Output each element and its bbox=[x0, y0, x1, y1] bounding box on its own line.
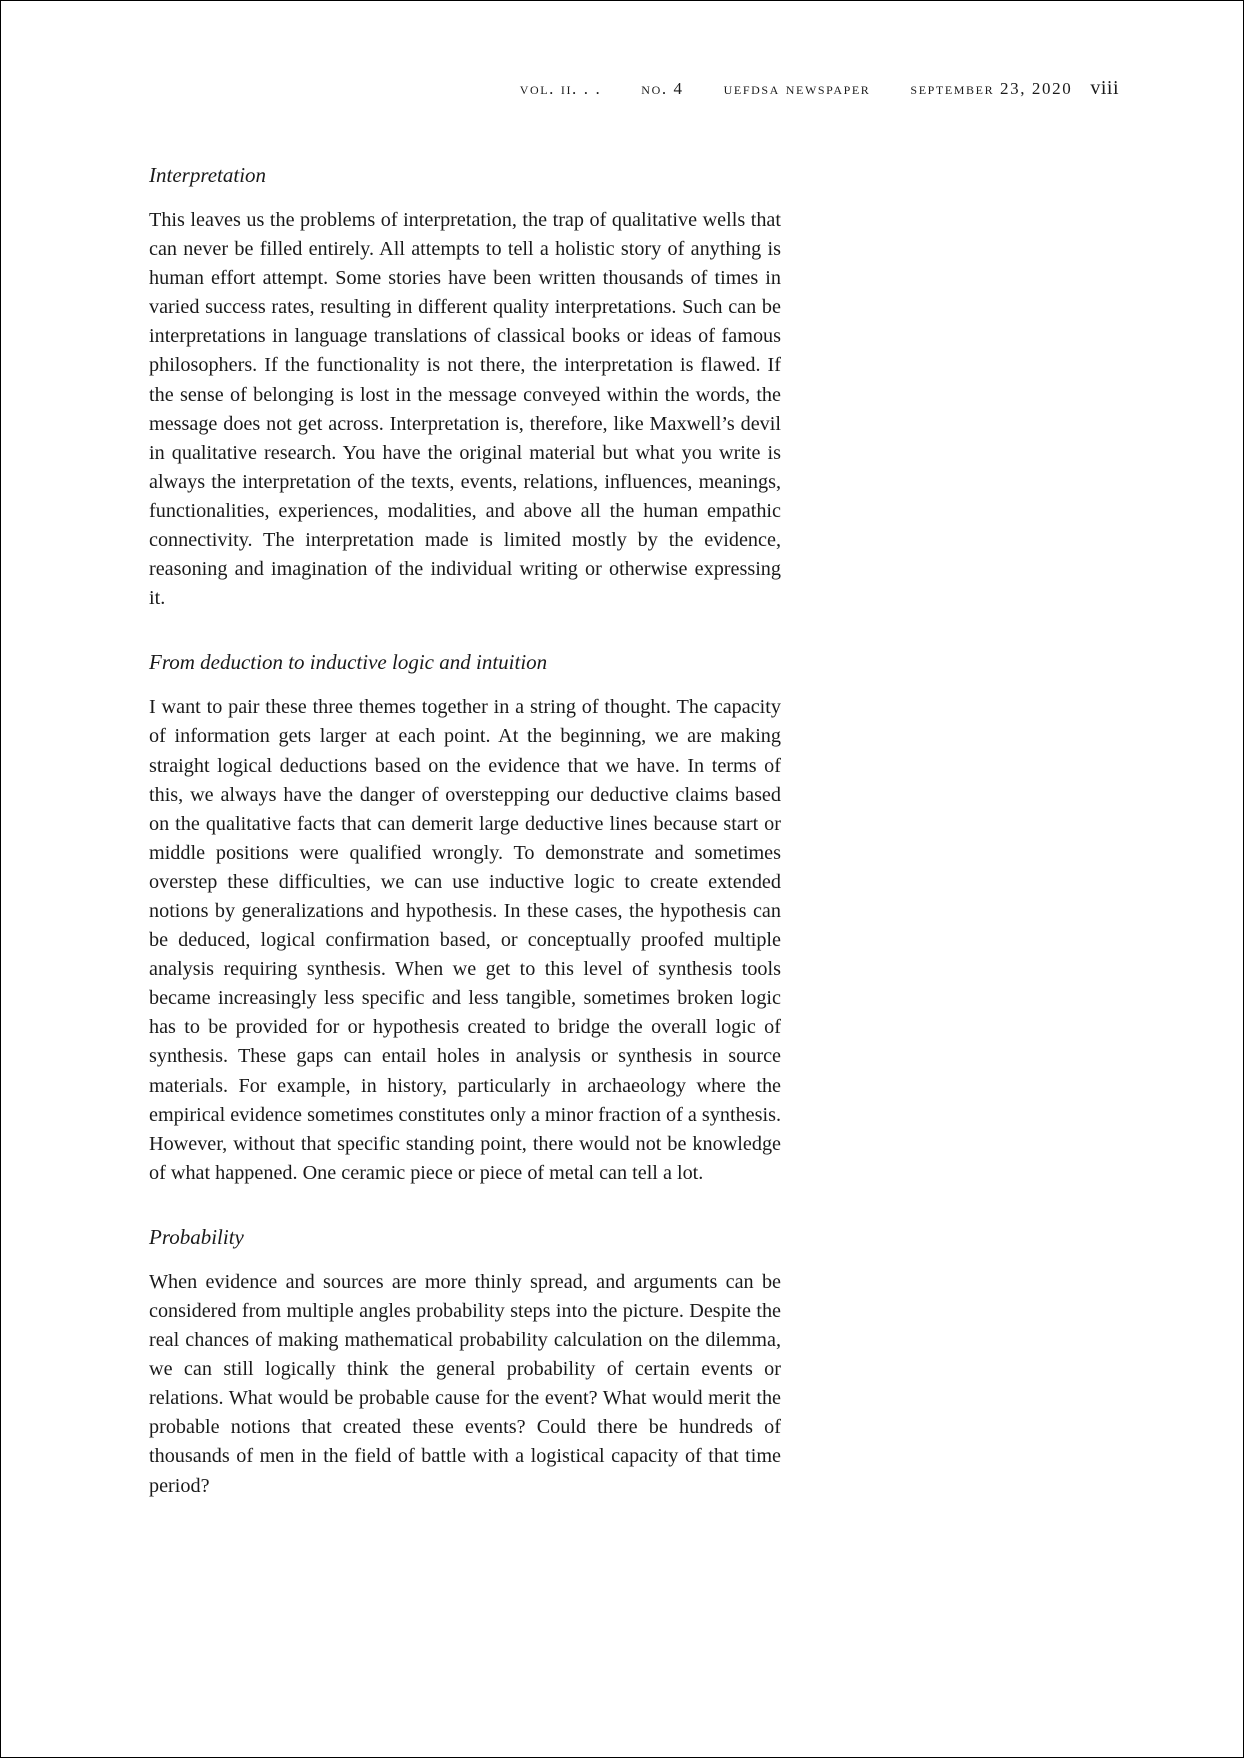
section-interpretation bbox=[149, 161, 781, 613]
section-paragraph: I want to pair these three themes together in a string of thought. The capacity of information gets larger at each point. At the beginning, we are making straight logical deductions based on the evidence that we have. In terms of this, we always have the danger of overstepping our deductive claims based on the qualitative facts that can demerit large deductive lines because start or middle positions were qualified wrongly. To demonstrate and sometimes overstep these difficulties, we can use inductive logic to create extended notions by generalizations and hypothesis. In these cases, the hypothesis can be deduced, logical confirmation based, or conceptually proofed multiple analysis requiring synthesis. When we get to this level of synthesis tools became increasingly less specific and less tangible, sometimes broken logic has to be provided for or hypothesis created to bridge the overall logic of synthesis. These gaps can entail holes in analysis or synthesis in source materials. For example, in history, particularly in archaeology where the empirical evidence sometimes constitutes only a minor fraction of a synthesis. However, without that specific standing point, there would not be knowledge of what happened. One ceramic piece or piece of metal can tell a lot. bbox=[149, 696, 781, 1184]
page-number: viii bbox=[1090, 77, 1119, 99]
publication-date: september 23, 2020 bbox=[910, 79, 1073, 98]
section-probability bbox=[149, 1223, 781, 1501]
section-heading: Interpretation bbox=[149, 163, 267, 187]
section-heading: Probability bbox=[149, 1224, 244, 1249]
volume-label: vol. ii. . . bbox=[519, 79, 602, 98]
section-paragraph: This leaves us the problems of interpretation, the trap of qualitative wells that can never be filled entirely. All attempts to tell a holistic story of anything is human effort attempt. Some stories have been written thousands of times in varied success rates, resulting in different quality interpretations. Such can be interpretations in language translations of classical books or ideas of famous philosophers. If the functionality is not there, the interpretation is flawed. If the sense of belonging is lost in the message conveyed within the words, the message does not get across. Interpretation is, therefore, like Maxwell’s devil in qualitative research. You have the original material but what you write is always the interpretation of the texts, events, relations, influences, meanings, functionalities, experiences, modalities, and above all the human empathic connectivity. The interpretation made is limited mostly by the evidence, reasoning and imagination of the individual writing or otherwise expressing it. bbox=[149, 209, 781, 610]
publication-name: uefdsa newspaper bbox=[723, 79, 871, 98]
section-deduction bbox=[149, 648, 781, 1188]
section-heading: From deduction to inductive logic and intuition bbox=[149, 650, 548, 675]
issue-number: no. 4 bbox=[641, 79, 684, 98]
article-body bbox=[149, 161, 781, 1536]
running-header bbox=[520, 77, 1119, 100]
section-paragraph: When evidence and sources are more thinly spread, and arguments can be considered from multiple angles probability steps into the picture. Despite the real chances of making mathematical probability calculation on the dilemma, we can still logically think the general probability of certain events or relations. What would be probable cause for the event? What would merit the probable notions that created these events? Could there be hundreds of thousands of men in the field of battle with a logistical capacity of that time period? bbox=[149, 1270, 781, 1497]
